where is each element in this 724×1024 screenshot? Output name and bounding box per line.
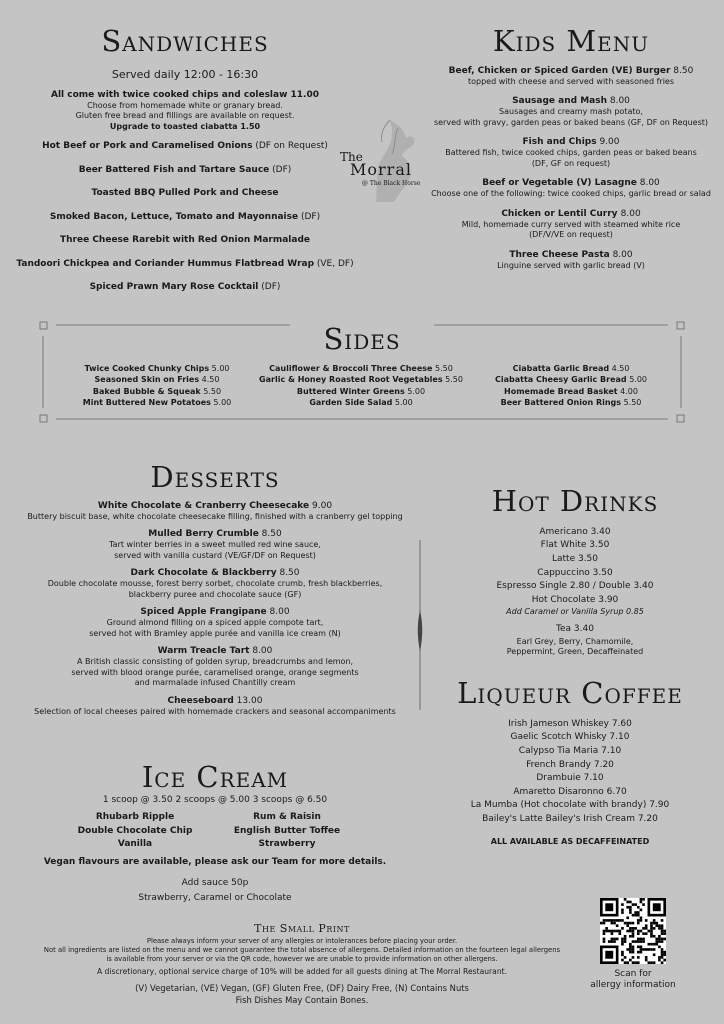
logo-the: The	[340, 150, 363, 164]
sandwiches-upgrade: Upgrade to toasted ciabatta 1.50	[109, 121, 261, 131]
sandwich-name: Smoked Bacon, Lettuce, Tomato and Mayonnaise	[49, 211, 299, 222]
side-item	[256, 363, 466, 374]
kids-item-title	[418, 95, 724, 107]
liqueur-item: Amaretto Disaronno 6.70	[513, 786, 627, 797]
dessert-item	[20, 606, 410, 639]
qr-scan1: Scan for	[614, 969, 652, 979]
side-item	[466, 386, 676, 397]
side-item	[52, 363, 262, 374]
kids-item-title	[418, 65, 724, 77]
sandwiches-section	[10, 26, 360, 305]
dessert-item	[20, 528, 410, 561]
side-price: 5.50	[200, 386, 222, 396]
icecream-flavour: Strawberry	[258, 839, 316, 849]
dessert-desc: Ground almond filling on a spiced apple compote tart,	[106, 618, 324, 628]
kids-item-desc: served with gravy, garden peas or baked beans (GF, DF on Request)	[433, 117, 709, 127]
hotdrinks-title: Hot Drinks	[491, 484, 659, 518]
kids-item-title	[418, 208, 724, 220]
side-name: Twice Cooked Chunky Chips	[84, 364, 210, 373]
hotdrink-item: Espresso Single 2.80 / Double 3.40	[496, 581, 654, 592]
side-price: 4.50	[609, 364, 630, 373]
side-price: 5.00	[210, 398, 232, 408]
dessert-item	[20, 500, 410, 523]
kids-section	[418, 26, 724, 279]
side-name: Homemade Bread Basket	[504, 386, 618, 396]
sandwich-item	[10, 211, 360, 223]
sandwich-tag: (DF)	[258, 282, 281, 293]
smallprint-line1: Please always inform your server of any allergies or intolerances before placing your order.	[146, 937, 458, 945]
kids-item	[418, 136, 724, 169]
dessert-price: 8.50	[258, 529, 282, 540]
side-item	[256, 374, 466, 385]
smallprint-line5: (V) Vegetarian, (VE) Vegan, (GF) Gluten Free, (DF) Dairy Free, (N) Contains Nuts	[135, 983, 469, 993]
side-item	[256, 386, 466, 397]
dessert-price: 8.00	[249, 646, 273, 657]
sandwich-item	[10, 281, 360, 293]
dessert-desc: blackberry puree and chocolate sauce (GF)	[128, 589, 302, 599]
sandwiches-list	[10, 140, 360, 293]
hotdrinks-section	[430, 486, 720, 658]
hotdrink-item: Hot Chocolate 3.90	[531, 594, 619, 605]
sandwiches-note2: Gluten free bread and fillings are available on request.	[75, 111, 295, 121]
side-item	[52, 397, 262, 408]
liqueur-decaf: ALL AVAILABLE AS DECAFFEINATED	[490, 836, 650, 846]
side-price: 5.50	[442, 375, 463, 385]
side-name: Ciabatta Cheesy Garlic Bread	[494, 375, 627, 385]
kids-item-desc: Battered fish, twice cooked chips, garden peas or baked beans	[445, 148, 697, 158]
dessert-desc: Tart winter berries in a sweet mulled red wine sauce,	[109, 540, 321, 550]
icecream-section	[20, 762, 410, 806]
dessert-title	[20, 645, 410, 657]
kids-item-desc: Sausages and creamy mash potato,	[499, 107, 643, 117]
kids-item-name: Beef, Chicken or Spiced Garden (VE) Burger	[448, 65, 671, 76]
side-item	[256, 397, 466, 408]
dessert-name: White Chocolate & Cranberry Cheesecake	[97, 500, 310, 511]
sides-section	[38, 324, 686, 356]
side-item	[52, 374, 262, 385]
logo-sub: @ The Black Horse	[362, 180, 421, 187]
icecream-title: Ice Cream	[141, 760, 289, 794]
icecream-vegan: Vegan flavours are available, please ask our Team for more details.	[43, 857, 387, 867]
dessert-title	[20, 500, 410, 512]
sandwich-tag: (VE, DF)	[314, 258, 354, 269]
dessert-desc: Buttery biscuit base, white chocolate cheesecake filling, finished with a cranberry gel topping	[27, 511, 403, 521]
sandwich-name: Tandoori Chickpea and Coriander Hummus Flatbread Wrap	[16, 258, 315, 269]
hotdrink-item: Cappuccino 3.50	[537, 567, 613, 578]
hotdrinks-tea1: Earl Grey, Berry, Chamomile,	[516, 636, 634, 646]
liqueur-title: Liqueur Coffee	[457, 676, 683, 710]
kids-item-price: 8.00	[607, 96, 630, 107]
dessert-name: Mulled Berry Crumble	[148, 529, 259, 540]
kids-item-desc: Choose one of the following: twice cooked chips, garlic bread or salad	[431, 189, 711, 199]
hotdrink-item: Flat White 3.50	[540, 540, 610, 551]
sides-col3	[466, 363, 676, 409]
liqueur-item: French Brandy 7.20	[526, 759, 614, 770]
side-price: 5.00	[404, 386, 426, 396]
hotdrink-item: Latte 3.50	[551, 554, 599, 565]
kids-item-title	[418, 136, 724, 148]
sandwich-item	[10, 234, 360, 246]
dessert-name: Spiced Apple Frangipane	[140, 607, 267, 618]
kids-item-price: 8.00	[636, 178, 660, 189]
sandwich-item	[10, 164, 360, 176]
side-name: Garden Side Salad	[309, 398, 393, 408]
sandwich-name: Toasted BBQ Pulled Pork and Cheese	[91, 188, 279, 199]
side-name: Baked Bubble & Squeak	[92, 386, 201, 396]
dessert-desc: and marmalade infused Chantilly cream	[134, 678, 296, 688]
side-item	[466, 363, 676, 374]
sides-col2	[256, 363, 466, 409]
kids-item-name: Beef or Vegetable (V) Lasagne	[482, 178, 637, 189]
kids-list	[418, 65, 724, 272]
hotdrinks-syrup: Add Caramel or Vanilla Syrup 0.85	[506, 607, 644, 617]
icecream-col1	[70, 811, 200, 852]
qr-code-icon[interactable]	[600, 898, 666, 964]
icecream-extras	[20, 856, 410, 904]
smallprint-line2: Not all ingredients are listed on the menu and we cannot guarantee the total absence of allergens. Detailed information on the fourteen legal allergens	[43, 946, 561, 954]
kids-item-desc: Mild, homemade curry served with steamed white rice	[461, 219, 681, 229]
smallprint-section	[0, 922, 604, 1006]
icecream-flavour: Vanilla	[117, 839, 153, 849]
icecream-flavour: Rhubarb Ripple	[95, 812, 175, 822]
side-item	[52, 386, 262, 397]
kids-item	[418, 208, 724, 241]
kids-item-desc: topped with cheese and served with seasoned fries	[467, 76, 675, 86]
smallprint-line4: A discretionary, optional service charge of 10% will be added for all guests dining at The Morral Restaurant.	[96, 967, 508, 976]
kids-title: Kids Menu	[492, 24, 650, 58]
side-price: 4.50	[199, 375, 220, 385]
side-name: Garlic & Honey Roasted Root Vegetables	[259, 375, 443, 385]
liqueur-item: Drambuie 7.10	[536, 773, 604, 784]
icecream-flavour: English Butter Toffee	[233, 825, 341, 836]
kids-item-desc: Linguine served with garlic bread (V)	[497, 260, 645, 270]
sandwich-tag: (DF on Request)	[252, 141, 328, 152]
sandwich-item	[10, 187, 360, 199]
dessert-price: 9.00	[309, 500, 333, 511]
dessert-desc: Double chocolate mousse, forest berry sorbet, chocolate crumb, fresh blackberries,	[47, 579, 383, 589]
smallprint-line3: is available from your server or via the QR code, however we are unable to provide information on other allergens.	[106, 955, 498, 963]
liqueur-item: Calypso Tia Maria 7.10	[518, 746, 622, 757]
dessert-price: 13.00	[233, 695, 263, 706]
sandwiches-title: Sandwiches	[101, 24, 269, 58]
sides-col1	[52, 363, 262, 409]
side-price: 5.00	[392, 398, 413, 408]
liqueur-section	[420, 678, 720, 847]
kids-item-desc: (DF, GF on request)	[531, 158, 611, 168]
side-price: 5.00	[626, 375, 648, 385]
sandwich-item	[10, 140, 360, 152]
kids-item	[418, 65, 724, 88]
dessert-desc: Selection of local cheeses paired with homemade crackers and seasonal accompaniments	[34, 706, 396, 716]
dessert-name: Warm Treacle Tart	[157, 646, 250, 657]
liqueur-item: Gaelic Scotch Whisky 7.10	[510, 732, 630, 743]
kids-item-name: Sausage and Mash	[512, 96, 607, 107]
dessert-price: 8.00	[266, 607, 290, 618]
side-price: 5.50	[432, 364, 453, 373]
kids-item-price: 8.50	[670, 65, 694, 76]
side-price: 5.50	[621, 398, 642, 408]
kids-item-title	[418, 249, 724, 261]
side-name: Seasoned Skin on Fries	[94, 375, 200, 385]
kids-item-desc: (DF/V/VE on request)	[529, 230, 613, 240]
side-price: 4.00	[617, 386, 638, 396]
liqueur-list	[420, 718, 720, 827]
dessert-item	[20, 567, 410, 600]
sandwich-tag: (DF)	[298, 211, 321, 222]
sides-title: Sides	[323, 322, 401, 356]
kids-item	[418, 95, 724, 128]
dessert-desc: served with blood orange purée, caramelised orange, orange segments	[71, 667, 359, 677]
sandwich-tag: (DF)	[269, 164, 292, 175]
dessert-price: 8.50	[276, 568, 300, 579]
hotdrinks-tea2: Peppermint, Green, Decaffeinated	[506, 647, 644, 657]
kids-item-name: Fish and Chips	[522, 137, 597, 148]
kids-item-price: 8.00	[620, 208, 641, 219]
dessert-desc: A British classic consisting of golden syrup, breadcrumbs and lemon,	[76, 657, 354, 667]
liqueur-item: Irish Jameson Whiskey 7.60	[508, 718, 632, 729]
icecream-flavour: Rum & Raisin	[253, 812, 321, 822]
sandwich-name: Spiced Prawn Mary Rose Cocktail	[89, 282, 259, 293]
dessert-title	[20, 567, 410, 579]
qr-block	[578, 898, 688, 991]
sandwiches-served: Served daily 12:00 - 16:30	[111, 67, 259, 81]
kids-item	[418, 177, 724, 200]
dessert-title	[20, 528, 410, 540]
kids-item-name: Chicken or Lentil Curry	[501, 208, 621, 219]
dessert-title	[20, 606, 410, 618]
sandwich-name: Hot Beef or Pork and Caramelised Onions	[42, 141, 253, 152]
dessert-name: Cheeseboard	[167, 695, 234, 706]
icecream-sauce: Add sauce 50p	[181, 878, 249, 888]
kids-item-name: Three Cheese Pasta	[509, 249, 610, 260]
hotdrinks-tea: Tea 3.40	[556, 623, 594, 634]
smallprint-title: The Small Print	[254, 922, 350, 935]
desserts-section	[20, 462, 410, 723]
icecream-col2	[222, 811, 352, 852]
liqueur-item: Bailey's Latte Bailey's Irish Cream 7.20	[482, 814, 658, 825]
side-name: Buttered Winter Greens	[296, 386, 405, 396]
dessert-desc: served hot with Bramley apple purée and vanilla ice cream (N)	[89, 628, 341, 638]
logo-morral: Morral	[350, 160, 412, 179]
qr-scan2: allergy information	[590, 980, 676, 990]
side-name: Ciabatta Garlic Bread	[512, 364, 610, 373]
icecream-prices: 1 scoop @ 3.50 2 scoops @ 5.00 3 scoops @ 6.50	[102, 794, 328, 805]
desserts-list	[20, 500, 410, 718]
dessert-item	[20, 645, 410, 689]
kids-item	[418, 249, 724, 272]
icecream-flavour: Double Chocolate Chip	[77, 825, 193, 836]
dessert-name: Dark Chocolate & Blackberry	[130, 568, 277, 579]
side-item	[466, 397, 676, 408]
dessert-title	[20, 695, 410, 707]
sandwiches-intro: All come with twice cooked chips and coleslaw 11.00	[51, 89, 319, 100]
side-name: Cauliflower & Broccoli Three Cheese	[269, 364, 433, 373]
smallprint-line6: Fish Dishes May Contain Bones.	[235, 995, 369, 1005]
side-price: 5.00	[209, 364, 230, 373]
sandwich-item	[10, 258, 360, 270]
sandwich-name: Beer Battered Fish and Tartare Sauce	[78, 164, 270, 175]
kids-item-price: 9.00	[596, 137, 620, 148]
side-name: Mint Buttered New Potatoes	[82, 398, 211, 408]
dessert-item	[20, 695, 410, 718]
hotdrink-item: Americano 3.40	[539, 526, 611, 537]
sandwiches-note1: Choose from homemade white or granary bread.	[87, 100, 283, 110]
side-item	[466, 374, 676, 385]
kids-item-title	[418, 177, 724, 189]
desserts-title: Desserts	[150, 460, 280, 494]
side-name: Beer Battered Onion Rings	[500, 398, 622, 408]
hotdrinks-list	[430, 526, 720, 608]
dessert-desc: served with vanilla custard (VE/GF/DF on Request)	[114, 550, 316, 560]
sandwich-name: Three Cheese Rarebit with Red Onion Marmalade	[60, 235, 310, 246]
kids-item-price: 8.00	[609, 249, 633, 260]
liqueur-item: La Mumba (Hot chocolate with brandy) 7.90	[470, 800, 670, 811]
icecream-sauces: Strawberry, Caramel or Chocolate	[138, 893, 292, 903]
